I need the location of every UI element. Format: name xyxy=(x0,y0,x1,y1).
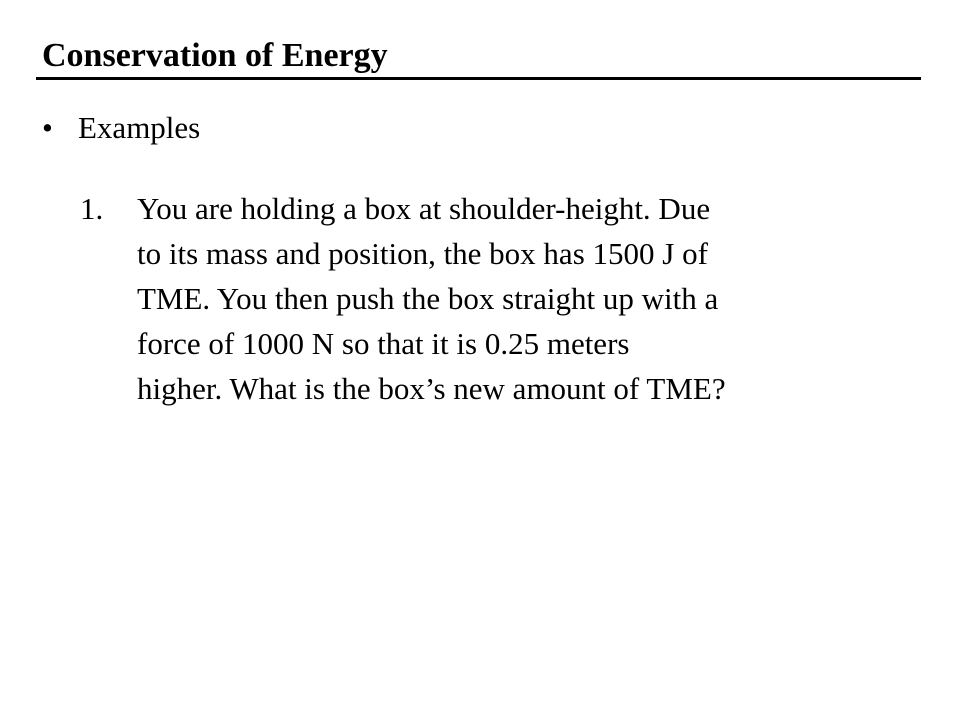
bullet-marker: • xyxy=(42,110,53,145)
bullet-text: Examples xyxy=(78,110,201,145)
example-line: force of 1000 N so that it is 0.25 meters xyxy=(137,326,630,361)
title-underline xyxy=(36,77,921,80)
example-line: TME. You then push the box straight up with a xyxy=(137,281,719,316)
bullet-item xyxy=(42,106,200,150)
example-line: to its mass and position, the box has 1500 J of xyxy=(137,236,708,271)
example-number: 1. xyxy=(80,191,104,226)
example-line: You are holding a box at shoulder-height. Due xyxy=(137,191,711,226)
example-text xyxy=(137,186,726,411)
example-line: higher. What is the box’s new amount of TME? xyxy=(137,371,726,406)
slide-title: Conservation of Energy xyxy=(42,37,388,74)
